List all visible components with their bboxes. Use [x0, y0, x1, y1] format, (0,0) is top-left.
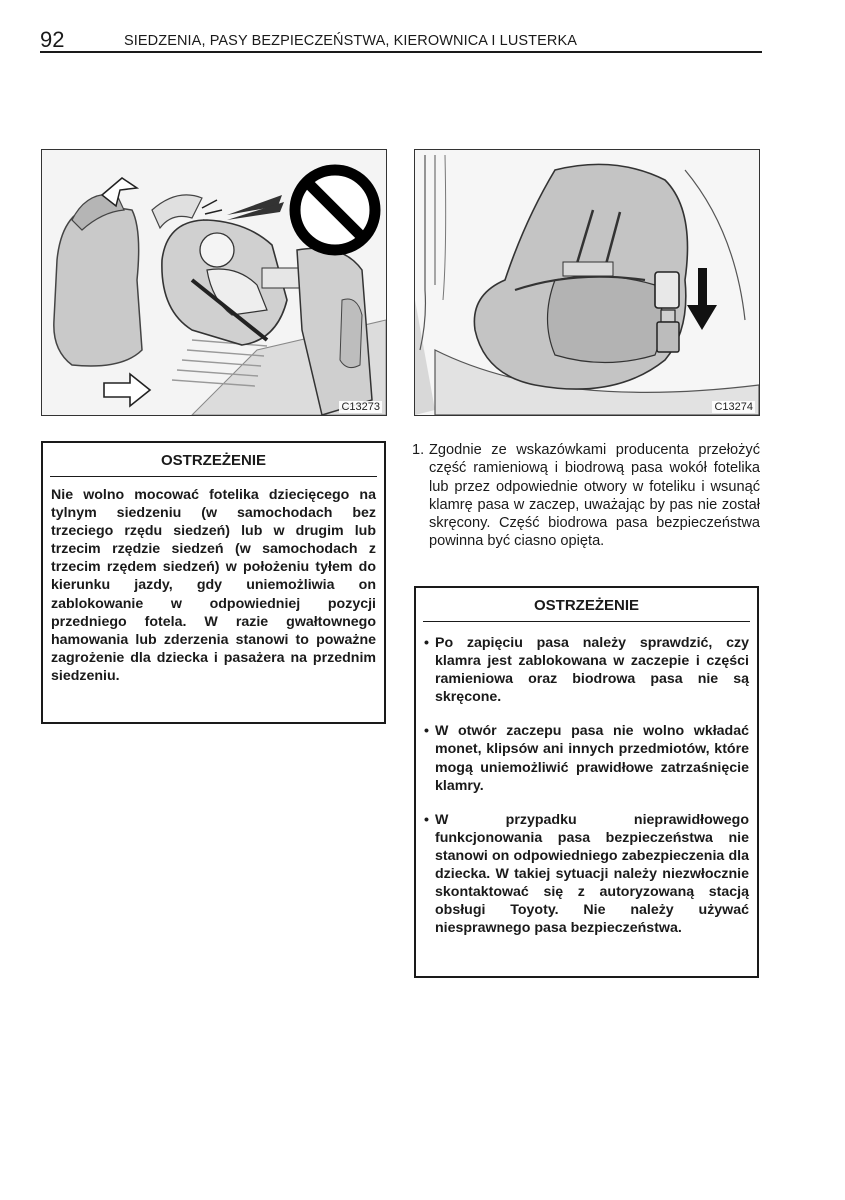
step-number: 1.	[412, 442, 425, 458]
section-title: SIEDZENIA, PASY BEZPIECZEŃSTWA, KIEROWNICA I LUSTERKA	[124, 33, 578, 49]
warning-box-buckle	[414, 586, 759, 978]
warning-item-text: W przypadku nieprawidłowego funkcjonowania pasa bezpieczeństwa nie stanowi on odpowiedniego zabezpieczenia dla dziecka. W takiej sytuacji należy niezwłocznie skontaktować się z autoryzowaną stacją obsługi Toyoty. Nie należy używać niesprawnego pasa bezpieczeństwa.	[435, 811, 749, 937]
figure-code: C13274	[714, 401, 753, 413]
header-rule	[40, 51, 762, 53]
bullet-icon: •	[424, 811, 429, 828]
illustration-rear-facing-seat	[41, 149, 387, 416]
warning-list-item	[424, 634, 749, 706]
child-seat-buckle-drawing	[415, 150, 759, 415]
warning-item-text: Po zapięciu pasa należy sprawdzić, czy klamra jest zablokowana w zaczepie i części ramieniowa oraz biodrowa pasa nie są skręcone.	[435, 635, 749, 706]
warning-list-item	[424, 811, 749, 938]
warning-title: OSTRZEŻENIE	[50, 443, 377, 477]
warning-list-item	[424, 722, 749, 794]
bullet-icon: •	[424, 635, 429, 651]
warning-list	[424, 634, 749, 937]
illustration-child-seat-buckle	[414, 149, 760, 416]
warning-item-text: W otwór zaczepu pasa nie wolno wkładać monet, klipsów ani innych przedmiotów, które mogą uniemożliwić prawidłowe zatrzaśnięcie klamry.	[435, 723, 749, 794]
bullet-icon: •	[424, 723, 429, 740]
step-text: Zgodnie ze wskazówkami producenta przełożyć część ramieniową i biodrową pasa wokół fotelika lub przez odpowiednie otwory w foteliku i wsunąć klamrę pasa w zaczep, uważając by pas nie został skręcony. Część biodrowa pasa bezpieczeństwa powinna być ciasno opięta.	[429, 442, 760, 550]
warning-title: OSTRZEŻENIE	[423, 588, 750, 622]
rear-facing-seat-drawing	[42, 150, 386, 415]
instruction-step-1	[412, 441, 760, 551]
warning-box-rear-facing	[41, 441, 386, 724]
warning-text: Nie wolno mocować fotelika dziecięcego na tylnym siedzeniu (w samochodach bez trzeciego rzędu siedzeń) lub w drugim lub trzecim rzędzie siedzeń (w samochodach z trzecim rzędem siedzeń) w położeniu tyłem do kierunku jazdy, gdy uniemożliwia on zablokowanie w odpowiedniej pozycji przedniego fotela. W razie gwałtownego hamowania lub zderzenia stanowi to poważne zagrożenie dla dziecka i pasażera na przednim siedzeniu.	[51, 487, 376, 684]
figure-code: C13273	[341, 401, 380, 413]
page-number: 92	[40, 27, 65, 52]
